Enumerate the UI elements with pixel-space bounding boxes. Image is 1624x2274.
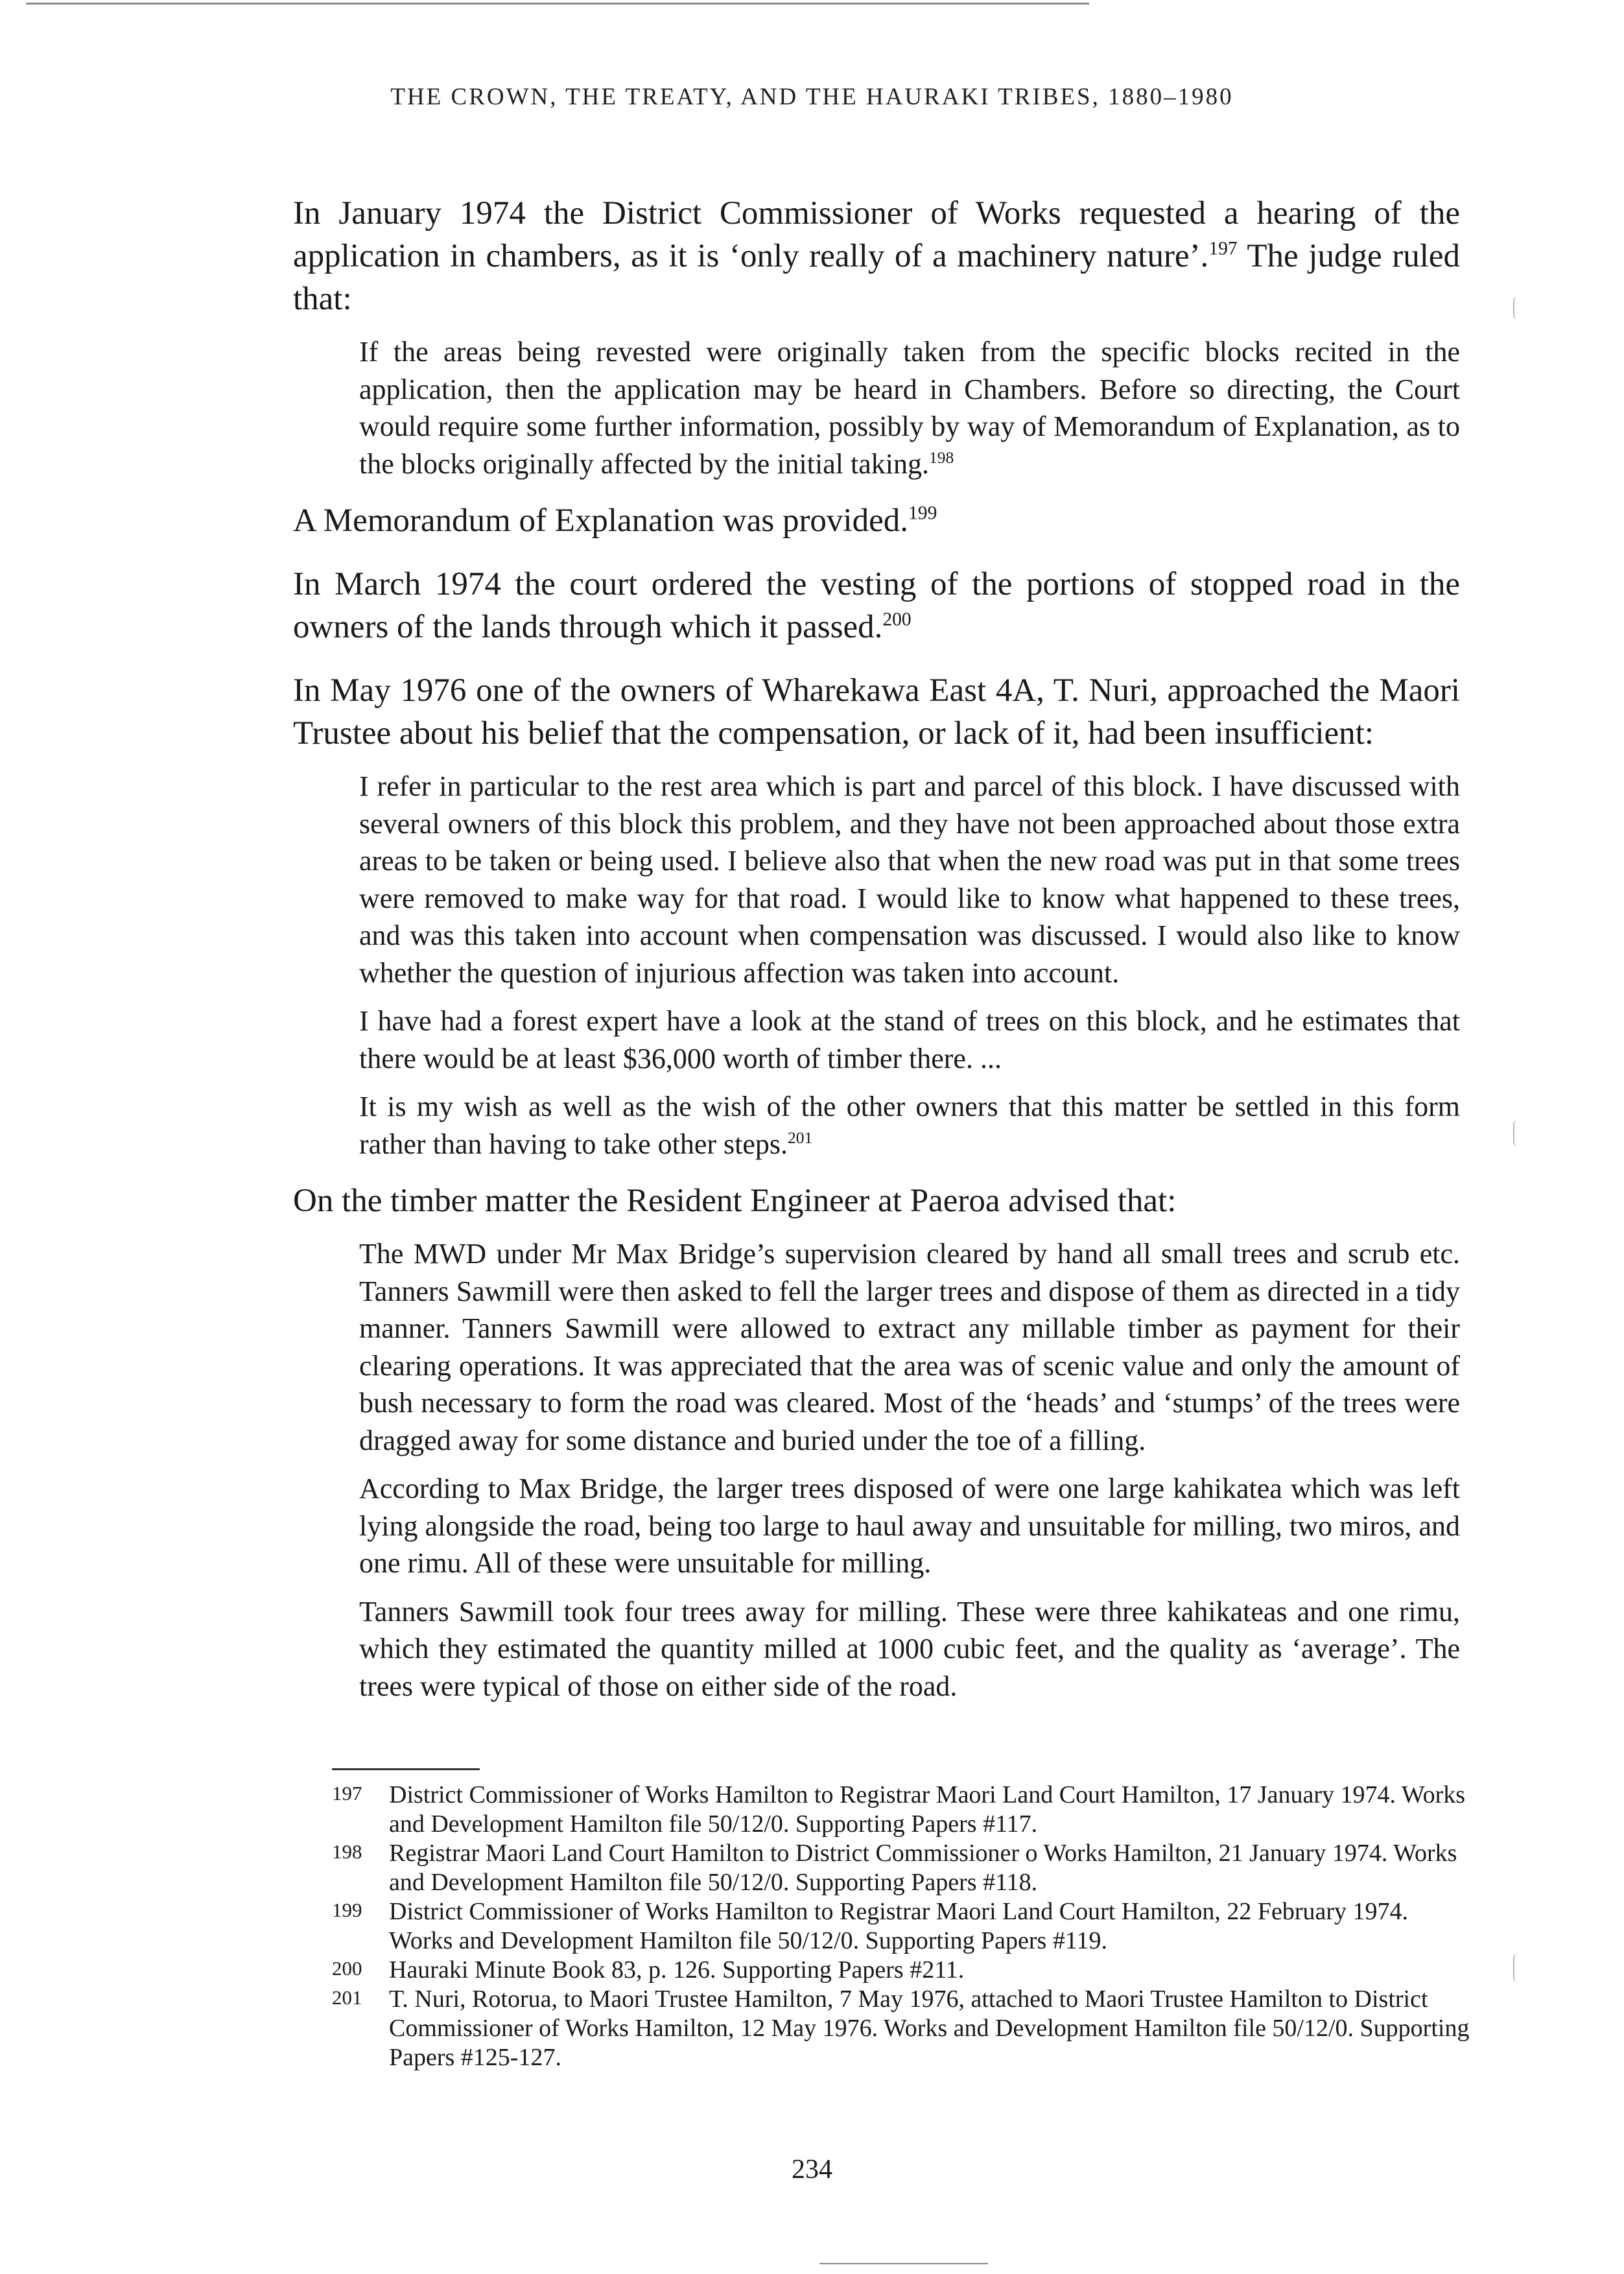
block-quote-resident-engineer — [359, 1235, 1460, 1705]
paragraph-hearing-request — [293, 192, 1460, 320]
footnote-text: District Commissioner of Works Hamilton to Registrar Maori Land Court Hamilton, 22 February 1974. Works and Development Hamilton file 50/12/0. Supporting Papers #119. — [389, 1898, 1408, 1954]
footnote-number: 199 — [332, 1899, 362, 1921]
quote-text: Tanners Sawmill took four trees away for milling. These were three kahikateas and one rimu, which they estimated the quantity milled at 1000 cubic feet, and the quality as ‘average’. The trees were typical of those on either side of the road. — [359, 1595, 1460, 1702]
quote-text: I have had a forest expert have a look at the stand of trees on this block, and he estimates that there would be at least $36,000 worth of timber there. ... — [359, 1005, 1460, 1074]
quote-text: If the areas being revested were originally taken from the specific blocks recited in the application, then the application may be heard in Chambers. Before so directing, the Court would require some further information, possibly by way of Memorandum of Explanation, as to the blocks originally affected by the initial taking. — [359, 336, 1460, 480]
quote-text: It is my wish as well as the wish of the other owners that this matter be settled in this form rather than having to take other steps. — [359, 1091, 1460, 1160]
scan-margin-mark — [1513, 1954, 1524, 1982]
footnote-200 — [332, 1956, 1473, 1985]
paragraph-text: In May 1976 one of the owners of Wharekawa East 4A, T. Nuri, approached the Maori Trustee about his belief that the compensation, or lack of it, had been insufficient: — [293, 672, 1460, 752]
footnote-ref-201[interactable]: 201 — [788, 1128, 813, 1147]
paragraph-timber-matter — [293, 1179, 1460, 1222]
footnotes — [332, 1781, 1473, 2072]
footnote-ref-199[interactable]: 199 — [908, 503, 937, 524]
paragraph-text: In January 1974 the District Commissioner of Works requested a hearing of the application in chambers, as it is ‘only really of a machinery nature’. — [293, 195, 1460, 274]
footnote-text: Registrar Maori Land Court Hamilton to District Commissioner o Works Hamilton, 21 January 1974. Works and Development Hamilton file 50/12/0. Supporting Papers #118. — [389, 1840, 1457, 1896]
paragraph-text: On the timber matter the Resident Engineer at Paeroa advised that: — [293, 1183, 1177, 1219]
footnote-ref-200[interactable]: 200 — [882, 609, 912, 630]
footnote-number: 201 — [332, 1986, 362, 2009]
paragraph-text: A Memorandum of Explanation was provided. — [293, 503, 908, 539]
paragraph-vesting-order — [293, 563, 1460, 648]
footnote-number: 198 — [332, 1840, 362, 1863]
quote-text: According to Max Bridge, the larger trees disposed of were one large kahikatea which was left lying alongside the road, being too large to haul away and unsuitable for milling, two miros, and one rimu. All of these were unsuitable for milling. — [359, 1473, 1460, 1579]
block-quote-nuri-letter — [359, 768, 1460, 1163]
quote-paragraph — [359, 1593, 1460, 1705]
paragraph-memorandum — [293, 499, 1460, 542]
quote-paragraph — [359, 1235, 1460, 1459]
top-scan-rule — [26, 3, 1089, 5]
scan-margin-mark — [1513, 1120, 1524, 1146]
page-number: 234 — [792, 2155, 832, 2185]
paragraph-text: In March 1974 the court ordered the vesting of the portions of stopped road in the owners of the lands through which it passed. — [293, 566, 1460, 645]
footnote-text: Hauraki Minute Book 83, p. 126. Supporting Papers #211. — [389, 1956, 965, 1984]
quote-paragraph — [359, 768, 1460, 991]
paragraph-nuri-approach — [293, 669, 1460, 755]
footnote-201 — [332, 1985, 1473, 2072]
footnote-text: T. Nuri, Rotorua, to Maori Trustee Hamilton, 7 May 1976, attached to Maori Trustee Hamilton to District Commissioner of Works Hamilton, 12 May 1976. Works and Development Hamilton file 50/12/0. Supporting Papers #125-127. — [389, 1985, 1470, 2071]
footnote-number: 197 — [332, 1782, 362, 1805]
quote-paragraph — [359, 333, 1460, 482]
footnote-197 — [332, 1781, 1473, 1839]
footnote-number: 200 — [332, 1957, 362, 1980]
scan-margin-mark — [1513, 297, 1524, 319]
body-text — [293, 192, 1460, 1722]
quote-text: The MWD under Mr Max Bridge’s supervision cleared by hand all small trees and scrub etc. Tanners Sawmill were then asked to fell the larger trees and dispose of them as directed in a tidy manner. Tanners Sawmill were allowed to extract any millable timber as payment for their clearing operations. It was appreciated that the area was of scenic value and only the amount of bush necessary to form the road was cleared. Most of the ‘heads’ and ‘stumps’ of the trees were dragged away for some distance and buried under the toe of a filling. — [359, 1238, 1460, 1456]
footnote-separator — [332, 1768, 480, 1770]
running-head: THE CROWN, THE TREATY, AND THE HAURAKI TRIBES, 1880–1980 — [390, 84, 1234, 110]
quote-paragraph — [359, 1002, 1460, 1077]
footnote-ref-197[interactable]: 197 — [1208, 238, 1238, 259]
footnote-text: District Commissioner of Works Hamilton to Registrar Maori Land Court Hamilton, 17 January 1974. Works and Development Hamilton file 50/12/0. Supporting Papers #117. — [389, 1781, 1466, 1838]
footnote-ref-198[interactable]: 198 — [928, 447, 954, 467]
block-quote-judge-ruling — [359, 333, 1460, 482]
footnote-199 — [332, 1897, 1473, 1956]
quote-text: I refer in particular to the rest area which is part and parcel of this block. I have discussed with several owners of this block this problem, and they have not been approached about those extra areas to be taken or being used. I believe also that when the new road was put in that some trees were removed to make way for that road. I would like to know what happened to these trees, and was this taken into account when compensation was discussed. I would also like to know whether the question of injurious affection was taken into account. — [359, 770, 1460, 989]
paragraph-text-tail: The judge ruled that: — [293, 238, 1461, 317]
quote-paragraph — [359, 1470, 1460, 1582]
quote-paragraph — [359, 1088, 1460, 1163]
bottom-scan-rule — [819, 2263, 988, 2264]
footnote-198 — [332, 1839, 1473, 1897]
